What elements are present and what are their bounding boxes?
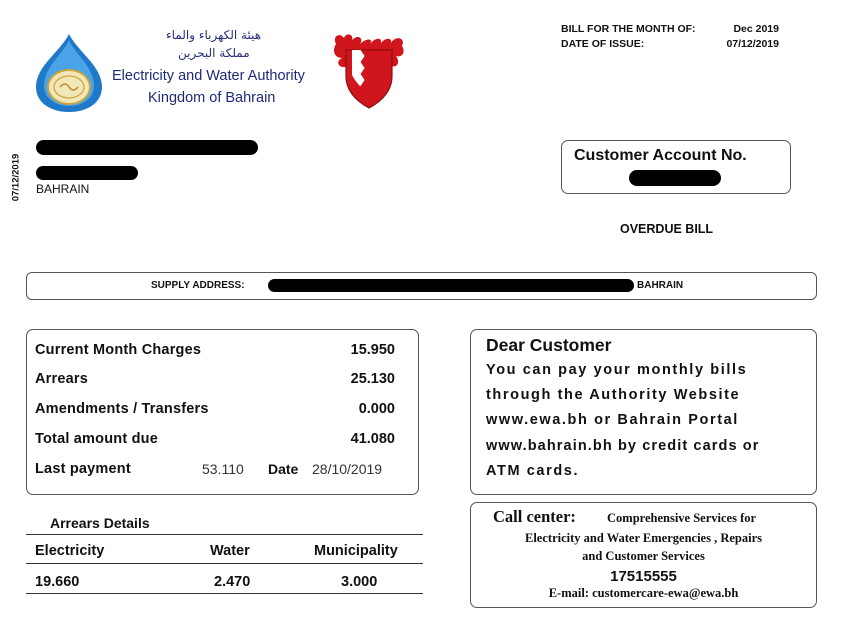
- last-payment-date: 28/10/2019: [312, 461, 383, 477]
- payment-notice-line: www.ewa.bh or Bahrain Portal: [486, 412, 739, 428]
- call-center-email: E-mail: customercare-ewa@ewa.bh: [548, 586, 739, 600]
- arrears-rule-bottom: [26, 593, 423, 594]
- payment-notice-line: You can pay your monthly bills: [486, 362, 748, 378]
- authority-name: Electricity and Water Authority: [112, 68, 305, 84]
- arrears-header-electricity: Electricity: [35, 543, 105, 559]
- arrears-rule-middle: [26, 563, 423, 564]
- authority-arabic-name: هيئة الكهرباء والماء: [166, 28, 262, 42]
- last-payment-label: Last payment: [35, 461, 131, 477]
- arrears-value-water: 2.470: [214, 574, 251, 590]
- arrears-header-water: Water: [210, 543, 250, 559]
- customer-account-title: Customer Account No.: [574, 147, 747, 164]
- current-charges-label: Current Month Charges: [35, 342, 202, 358]
- arrears-value: 25.130: [350, 371, 395, 387]
- arrears-label: Arrears: [35, 371, 88, 387]
- arrears-value-electricity: 19.660: [35, 574, 80, 590]
- kingdom-name: Kingdom of Bahrain: [148, 90, 276, 106]
- redacted-customer-address: [36, 166, 138, 180]
- payment-notice-title: Dear Customer: [486, 335, 612, 355]
- total-due-value: 41.080: [350, 431, 395, 447]
- amendments-value: 0.000: [358, 401, 395, 417]
- issue-date-value: 07/12/2019: [726, 38, 779, 50]
- total-due-label: Total amount due: [35, 431, 158, 447]
- payment-notice-line: through the Authority Website: [486, 387, 741, 403]
- last-payment-amount: 53.110: [202, 461, 244, 477]
- supply-address-label: SUPPLY ADDRESS:: [151, 280, 245, 291]
- call-center-desc-line1: Comprehensive Services for: [607, 511, 757, 525]
- customer-country: BAHRAIN: [36, 182, 90, 196]
- redacted-supply-address: [268, 279, 634, 292]
- payment-notice-line: www.bahrain.bh by credit cards or: [486, 438, 760, 454]
- issue-date-label: DATE OF ISSUE:: [561, 38, 645, 50]
- water-drop-icon: [30, 32, 108, 114]
- arrears-value-municipality: 3.000: [341, 574, 378, 590]
- print-date-vertical: 07/12/2019: [10, 153, 22, 202]
- supply-address-country: BAHRAIN: [637, 280, 684, 291]
- current-charges-value: 15.950: [350, 342, 395, 358]
- arrears-details-title: Arrears Details: [50, 515, 150, 531]
- call-center-phone: 17515555: [610, 568, 677, 585]
- kingdom-arabic-name: مملكة البحرين: [178, 46, 250, 60]
- last-payment-date-label: Date: [268, 461, 299, 477]
- bill-month-label: BILL FOR THE MONTH OF:: [561, 23, 696, 35]
- amendments-label: Amendments / Transfers: [35, 401, 209, 417]
- arrears-header-municipality: Municipality: [314, 543, 398, 559]
- redacted-customer-name: [36, 140, 258, 155]
- call-center-desc-line3: and Customer Services: [582, 549, 705, 563]
- bahrain-emblem-icon: [330, 30, 408, 112]
- bill-month-value: Dec 2019: [733, 23, 779, 35]
- call-center-desc-line2: Electricity and Water Emergencies , Repairs: [525, 531, 762, 545]
- payment-notice-line: ATM cards.: [486, 463, 580, 479]
- overdue-bill-status: OVERDUE BILL: [620, 222, 714, 236]
- redacted-account-number: [629, 170, 721, 186]
- arrears-rule-top: [26, 534, 423, 535]
- call-center-title: Call center:: [493, 507, 576, 526]
